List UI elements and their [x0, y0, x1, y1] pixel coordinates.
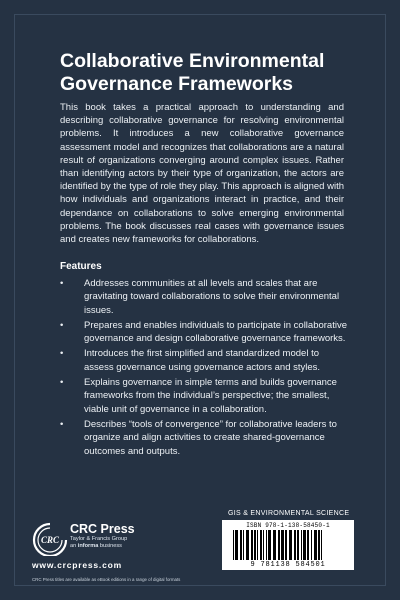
business-brand: informa — [77, 543, 99, 549]
bullet-icon: • — [60, 377, 64, 389]
features-list — [60, 277, 348, 460]
feature-item — [60, 319, 348, 346]
barcode-bar — [289, 530, 292, 560]
barcode-bar — [235, 530, 238, 560]
feature-item — [60, 376, 348, 416]
publisher-website: www.crcpress.com — [32, 560, 122, 570]
isbn-barcode — [222, 520, 354, 570]
bullet-icon: • — [60, 319, 64, 331]
barcode-bar — [273, 530, 276, 560]
barcode-bar — [307, 530, 309, 560]
barcode-bar — [294, 530, 296, 560]
barcode-bar — [240, 530, 242, 560]
barcode-bar — [321, 530, 322, 560]
bullet-icon: • — [60, 348, 64, 360]
barcode-bar — [281, 530, 284, 560]
business-suffix: business — [99, 543, 122, 549]
barcode-bars — [232, 530, 344, 560]
feature-text: Explains governance in simple terms and builds governance frameworks from the individual’s perspective; the smallest, viable unit of governance in a collaboration. — [84, 377, 337, 415]
book-title: Collaborative Environmental Governance Frameworks — [60, 50, 325, 95]
barcode-bar — [311, 530, 312, 560]
publisher-business — [70, 543, 135, 550]
barcode-bar — [297, 530, 299, 560]
barcode-digits: 9 781138 584501 — [250, 561, 326, 569]
barcode-bar — [257, 530, 258, 560]
feature-text: Describes “tools of convergence” for collaborative leaders to organize and align activities to create shared-governance outcomes and outputs. — [84, 418, 337, 457]
isbn-label: ISBN 978-1-138-58450-1 — [246, 522, 330, 529]
barcode-bar — [266, 530, 267, 560]
barcode-bar — [314, 530, 317, 560]
barcode-bar — [268, 530, 271, 560]
barcode-bar — [246, 530, 249, 560]
bullet-icon: • — [60, 278, 64, 289]
book-description: This book takes a practical approach to understanding and describing collaborative governance for resolving environmental problems. It introduces a new collaborative governance assessment model and recognizes that collaborations are a natural result of organizations converging around complex issues. Rather than identifying actors by their type of organization, the actors are identified by the type of role they play. This approach is aligned with how individuals and organizations interact in practice, and their dependance on collaborations to solve emerging environmental problems. The book discusses real cases with governance issues and creates new frameworks for collaborations. — [60, 102, 344, 246]
feature-text: Prepares and enables individuals to participate in collaborative governance and design collaborative governance frameworks. — [84, 319, 347, 345]
business-prefix: an — [70, 543, 77, 549]
barcode-bar — [278, 530, 280, 560]
barcode-bar — [251, 530, 253, 560]
barcode-bar — [233, 530, 234, 560]
feature-text: Introduces the first simplified and standardized model to assess governance using governance actors and styles. — [84, 348, 321, 373]
bullet-icon: • — [60, 418, 64, 430]
feature-text: Addresses communities at all levels and scales that are gravitating toward collaborations to solve their environmental issues. — [84, 278, 340, 316]
feature-item — [60, 418, 348, 458]
barcode-bar — [254, 530, 256, 560]
barcode-bar — [263, 530, 264, 560]
barcode-bar — [285, 530, 287, 560]
barcode-bar — [301, 530, 302, 560]
feature-item — [60, 347, 348, 374]
barcode-bar — [260, 530, 262, 560]
subject-category: GIS & ENVIRONMENTAL SCIENCE — [228, 510, 350, 517]
ebook-footer-note: CRC Press titles are available as eBook editions in a range of digital formats — [32, 577, 181, 582]
publisher-name: CRC Press — [70, 522, 135, 536]
publisher-block — [70, 522, 135, 550]
barcode-bar — [318, 530, 320, 560]
features-heading: Features — [60, 261, 102, 272]
crc-logo-icon — [32, 522, 68, 556]
publisher-group: Taylor & Francis Group — [70, 536, 128, 542]
barcode-bar — [303, 530, 306, 560]
feature-item — [60, 277, 348, 317]
logo-lettering: CRC — [40, 535, 60, 545]
barcode-bar — [243, 530, 244, 560]
